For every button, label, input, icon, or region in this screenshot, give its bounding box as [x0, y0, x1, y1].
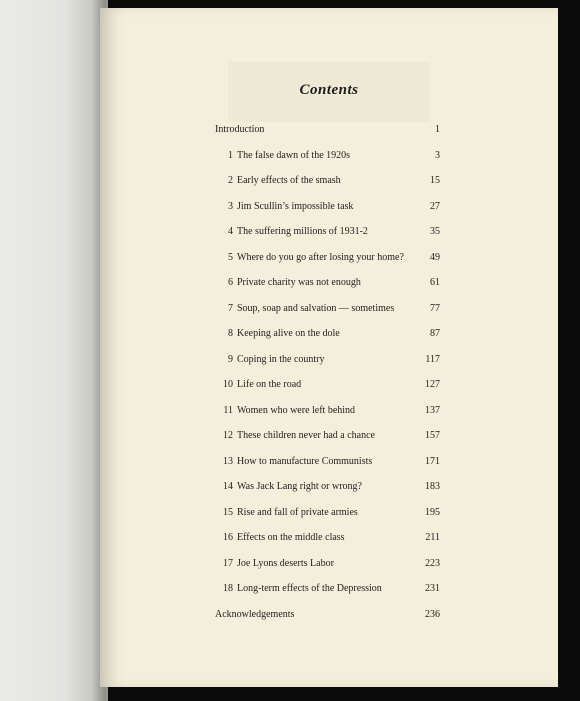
- chapter-number: 7: [228, 302, 233, 314]
- page-number: 236: [425, 608, 440, 620]
- chapter-number: 3: [228, 200, 233, 212]
- toc-entry: [100, 325, 558, 343]
- toc-entry: [100, 478, 558, 496]
- chapter-number: 18: [223, 583, 233, 594]
- toc-entry: [100, 376, 558, 394]
- page-number: 231: [425, 583, 440, 594]
- toc-entry: [100, 147, 558, 165]
- toc-entry: [100, 529, 558, 547]
- toc-entry: [100, 606, 558, 624]
- chapter-title: Private charity was not enough: [237, 277, 361, 288]
- chapter-number: 9: [228, 353, 233, 365]
- page-number: 15: [430, 175, 440, 186]
- page-number: 137: [425, 404, 440, 416]
- chapter-title: Joe Lyons deserts Labor: [237, 557, 334, 569]
- page-number: 49: [430, 251, 440, 263]
- chapter-number: 17: [223, 557, 233, 569]
- page-number: 195: [425, 506, 440, 518]
- toc-entry: [100, 300, 558, 318]
- page-number: 27: [430, 200, 440, 212]
- chapter-number: 16: [223, 532, 233, 543]
- chapter-title: Keeping alive on the dole: [237, 328, 340, 339]
- page-number: 77: [430, 302, 440, 314]
- chapter-title: Coping in the country: [237, 353, 325, 365]
- toc-entry: [100, 402, 558, 420]
- page-title: Contents: [299, 82, 359, 98]
- chapter-title: Rise and fall of private armies: [237, 506, 358, 518]
- page-number: 87: [430, 328, 440, 339]
- toc-entry: [100, 580, 558, 598]
- chapter-title: The false dawn of the 1920s: [237, 149, 351, 161]
- chapter-number: 10: [223, 379, 233, 390]
- chapter-number: 4: [228, 226, 233, 237]
- chapter-title: Effects on the middle class: [237, 532, 345, 543]
- page-number: 61: [430, 277, 440, 288]
- toc-entry: [100, 223, 558, 241]
- page-number: 3: [435, 149, 440, 161]
- chapter-title: Soup, soap and salvation — sometimes: [237, 302, 395, 314]
- chapter-title: Was Jack Lang right or wrong?: [237, 481, 362, 492]
- toc-entry: [100, 453, 558, 471]
- toc-entry: [100, 198, 558, 216]
- page-number: 223: [425, 557, 440, 569]
- page-number: 1: [435, 124, 440, 135]
- chapter-title: These children never had a chance: [237, 430, 375, 441]
- chapter-number: 13: [223, 455, 233, 467]
- contents-page: [100, 8, 558, 687]
- chapter-number: 12: [223, 430, 233, 441]
- chapter-number: 11: [223, 404, 233, 416]
- page-number: 127: [425, 379, 440, 390]
- chapter-number: 1: [228, 149, 233, 161]
- chapter-title: Early effects of the smash: [237, 175, 341, 186]
- page-number: 117: [425, 353, 440, 365]
- chapter-number: 15: [223, 506, 233, 518]
- page-number: 171: [425, 455, 440, 467]
- chapter-title: Where do you go after losing your home?: [237, 251, 404, 263]
- toc-entry: [100, 121, 558, 139]
- chapter-number: 5: [228, 251, 233, 263]
- chapter-number: 8: [228, 328, 233, 339]
- toc-entry: [100, 427, 558, 445]
- chapter-title: Long-term effects of the Depression: [237, 583, 382, 594]
- page-number: 157: [425, 430, 440, 441]
- toc-entry: [100, 351, 558, 369]
- toc-entry: [100, 274, 558, 292]
- chapter-number: 14: [223, 481, 233, 492]
- chapter-title: The suffering millions of 1931-2: [237, 226, 368, 237]
- chapter-title: Introduction: [215, 124, 265, 135]
- chapter-title: How to manufacture Communists: [237, 455, 373, 467]
- page-number: 183: [425, 481, 440, 492]
- toc-entry: [100, 172, 558, 190]
- chapter-title: Acknowledgements: [215, 608, 295, 620]
- chapter-number: 6: [228, 277, 233, 288]
- chapter-number: 2: [228, 175, 233, 186]
- toc-entry: [100, 555, 558, 573]
- page-number: 35: [430, 226, 440, 237]
- page-number: 211: [425, 532, 440, 543]
- toc-entry: [100, 249, 558, 267]
- chapter-title: Jim Scullin’s impossible task: [237, 200, 354, 212]
- chapter-title: Life on the road: [237, 379, 302, 390]
- chapter-title: Women who were left behind: [237, 404, 356, 416]
- toc-entry: [100, 504, 558, 522]
